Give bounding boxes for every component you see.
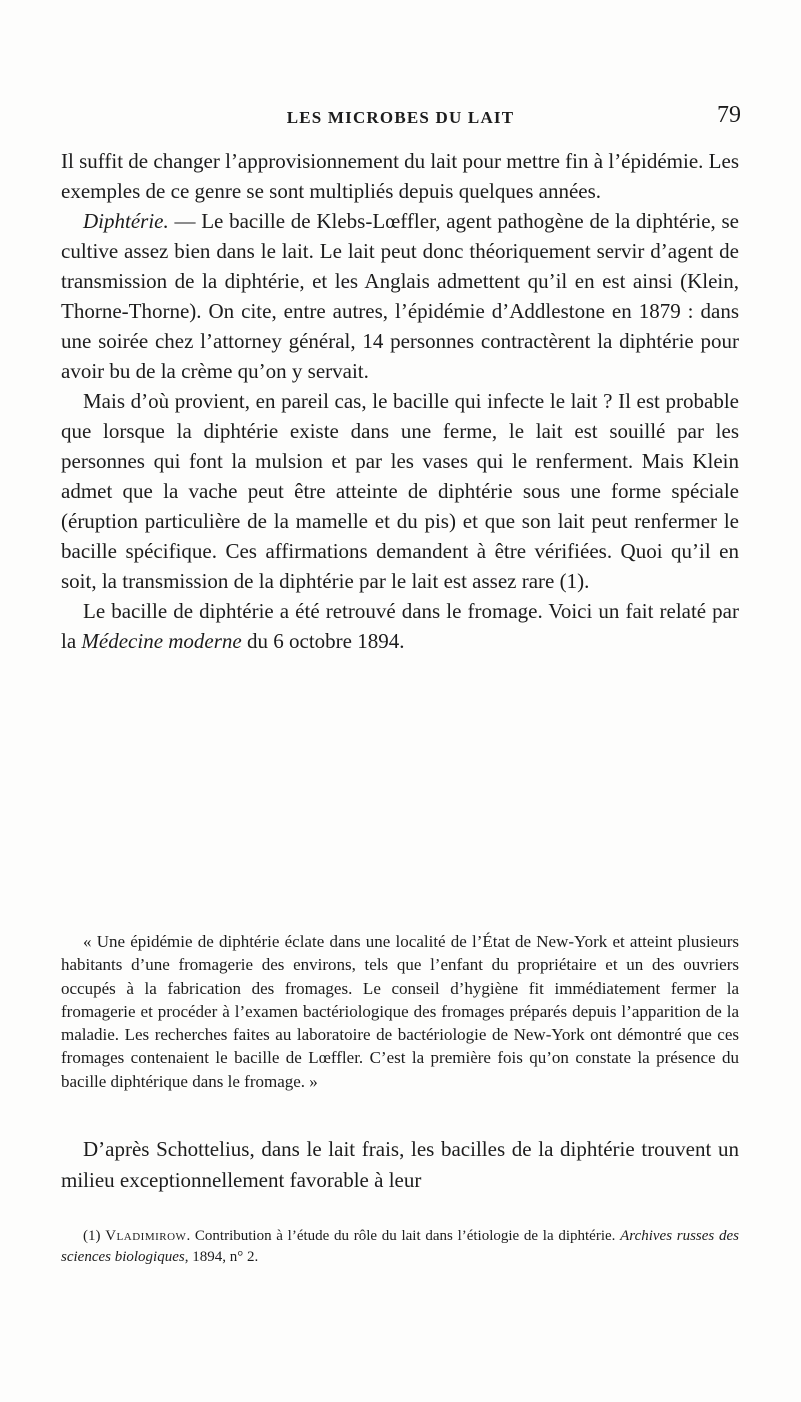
- paragraph-4: [61, 596, 739, 656]
- paragraph-3: Mais d’où provient, en pareil cas, le bacille qui infecte le lait ? Il est probable que lorsque la diphtérie existe dans une ferme, le lait est souillé par les personnes qui font la mulsion et par les vases qui le renferment. Mais Klein admet que la vache peut être atteinte de diphtérie sous une forme spéciale (éruption particulière de la mamelle et du pis) et que son lait peut renfermer le bacille spécifique. Ces affirmations demandent à être vérifiées. Quoi qu’il en soit, la transmission de la diphtérie par le lait est assez rare (1).: [61, 389, 739, 593]
- paragraph-diphtheria: [61, 206, 739, 386]
- paragraph-4-start: Le bacille de diphtérie a été retrouvé dans le fromage. Voici un fait relaté par la: [61, 599, 739, 653]
- paragraph-4-end: du 6 octobre 1894.: [241, 629, 405, 653]
- paragraph-5: D’après Schottelius, dans le lait frais, les bacilles de la diphtérie trouvent un milieu exceptionnellement favorable à leur: [61, 1137, 739, 1192]
- footnote-details: , 1894, n° 2.: [184, 1249, 259, 1265]
- journal-title: Médecine moderne: [81, 629, 242, 653]
- main-text: [61, 146, 739, 656]
- footnote-marker: (1): [83, 1228, 106, 1244]
- paragraph-1: Il suffit de changer l’approvisionnement du lait pour mettre fin à l’épidémie. Les exemples de ce genre se sont multipliés depuis quelques années.: [61, 149, 739, 203]
- running-title: LES MICROBES DU LAIT: [286, 108, 515, 127]
- section-heading-diphtheria: Diphtérie.: [83, 209, 169, 233]
- page-header: [60, 102, 741, 136]
- page-number: 79: [717, 102, 741, 128]
- footnote-text: . Contribution à l’étude du rôle du lait dans l’étiologie de la diphtérie.: [186, 1228, 621, 1244]
- footnote-journal: Archives russes des sciences biologiques: [61, 1228, 739, 1265]
- footnote-author: Vladimirow: [105, 1228, 187, 1244]
- paragraph-2-text: — Le bacille de Klebs-Lœffler, agent pathogène de la diphtérie, se cultive assez bien dans le lait. Le lait peut donc théoriquement servir d’agent de transmission de la diphtérie, et les Anglais admettent qu’il en est ainsi (Klein, Thorne-Thorne). On cite, entre autres, l’épidémie d’Addlestone en 1879 : dans une soirée chez l’attorney général, 14 personnes contractèrent la diphtérie pour avoir bu de la crème qu’on y servait.: [61, 209, 739, 383]
- footnote: [61, 1226, 739, 1268]
- quotation-block: « Une épidémie de diphtérie éclate dans une localité de l’État de New-York et atteint plusieurs habitants d’une fromagerie des environs, tels que l’enfant du propriétaire et un des ouvriers occupés à la fabrication des fromages. Le conseil d’hygiène fit immédiatement fermer la fromagerie et procéder à l’examen bactériologique des fromages préparés depuis l’apparition de la maladie. Les recherches faites au laboratoire de bactériologie de New-York ont démontré que ces fromages contenaient le bacille de Lœffler. C’est la première fois qu’on constate la présence du bacille diphtérique dans le fromage. »: [61, 932, 739, 1091]
